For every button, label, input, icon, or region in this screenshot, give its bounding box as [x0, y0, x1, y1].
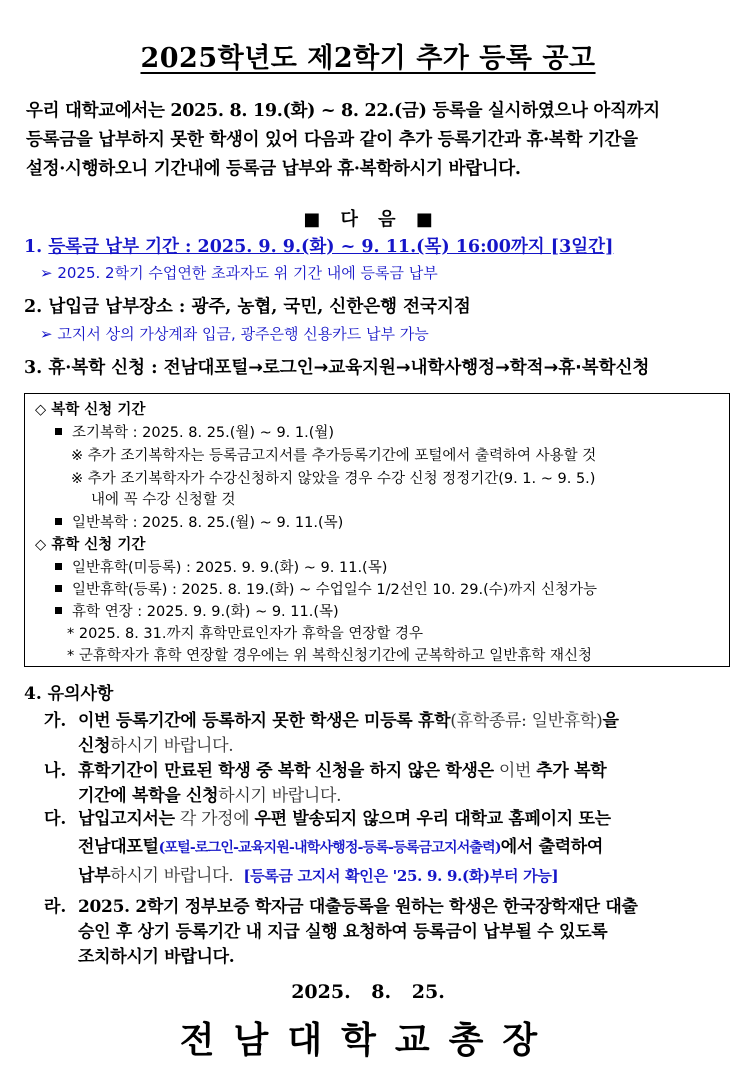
page-title: 2025학년도 제2학기 추가 등록 공고: [140, 43, 596, 74]
leave-registered: 일반휴학(등록) : 2025. 8. 19.(화) ~ 수업일수 1/2선인 10. 29.(수)까지 신청가능: [55, 578, 597, 599]
item-ga-cont: 신청하시기 바랍니다.: [78, 736, 234, 756]
reinstate-period-header: ◇ 복학 신청 기간: [35, 402, 146, 418]
reinstate-note-2-cont: 내에 꼭 수강 신청할 것: [91, 492, 236, 508]
reinstate-early: 조기복학 : 2025. 8. 25.(월) ~ 9. 1.(월): [55, 421, 334, 442]
president-signature: 전남대학교총장: [179, 1019, 557, 1061]
section-4-title: 4. 유의사항: [24, 684, 114, 704]
item-ra: 라. 2025. 2학기 정부보증 학자금 대출등록을 원하는 학생은 한국장학재단 대출: [44, 897, 638, 917]
bullet-square-icon: [55, 563, 62, 570]
item-da-cont: 전남대포털(포털-로그인-교육지원-내학사행정-등록-등록금고지서출력)에서 출력하여: [78, 837, 604, 857]
item-ga: 가. 이번 등록기간에 등록하지 못한 학생은 미등록 휴학(휴학종류: 일반휴학)을: [44, 711, 619, 731]
leave-period-header: ◇ 휴학 신청 기간: [35, 537, 146, 553]
announcement-date: 2025. 8. 25.: [291, 981, 445, 1003]
leave-note-1: * 2025. 8. 31.까지 휴학만료인자가 휴학을 연장할 경우: [67, 626, 424, 642]
section-heading: ■ 다 음 ■: [303, 209, 433, 230]
reinstate-note-1: ※ 추가 조기복학자는 등록금고지서를 추가등록기간에 포털에서 출력하여 사용할 것: [71, 448, 597, 464]
bullet-square-icon: [55, 585, 62, 592]
bullet-square-icon: [55, 518, 62, 525]
item-na: 나. 휴학기간이 만료된 학생 중 복학 신청을 하지 않은 학생은 이번 추가 복학: [44, 761, 607, 781]
section-1-label: 등록금 납부 기간 : 2025. 9. 9.(화) ~ 9. 11.(목) 16:00까지 [3일간]: [48, 237, 614, 257]
bullet-square-icon: [55, 428, 62, 435]
reinstate-normal: 일반복학 : 2025. 8. 25.(월) ~ 9. 11.(목): [55, 511, 343, 532]
leave-return-info-box: [24, 393, 730, 667]
section-2-note: ➢ 고지서 상의 가상계좌 입금, 광주은행 신용카드 납부 가능: [40, 325, 429, 343]
bullet-square-icon: [55, 607, 62, 614]
section-2: [24, 293, 471, 318]
section-1-note: ➢ 2025. 2학기 수업연한 초과자도 위 기간 내에 등록금 납부: [40, 264, 438, 282]
item-da-cont-2: 납부하시기 바랍니다. [등록금 고지서 확인은 '25. 9. 9.(화)부터 가능]: [78, 866, 559, 886]
section-1-number: 1.: [24, 237, 43, 257]
item-da: 다. 납입고지서는 각 가정에 우편 발송되지 않으며 우리 대학교 홈페이지 또는: [44, 809, 611, 829]
section-1: [24, 233, 613, 258]
leave-unregistered: 일반휴학(미등록) : 2025. 9. 9.(화) ~ 9. 11.(목): [55, 556, 387, 577]
section-3-path: 전남대포털→로그인→교육지원→내학사행정→학적→휴·복학신청: [163, 358, 650, 378]
section-3-label: 3. 휴·복학 신청 :: [24, 358, 158, 378]
section-2-number: 2.: [24, 297, 43, 317]
reinstate-note-2: ※ 추가 조기복학자가 수강신청하지 않았을 경우 수강 신청 정정기간(9. 1. ~ 9. 5.): [71, 471, 596, 487]
leave-extension: 휴학 연장 : 2025. 9. 9.(화) ~ 9. 11.(목): [55, 600, 339, 621]
item-ra-cont: 승인 후 상기 등록기간 내 지급 실행 요청하여 등록금이 납부될 수 있도록: [78, 922, 608, 942]
leave-note-2: * 군휴학자가 휴학 연장할 경우에는 위 복학신청기간에 군복학하고 일반휴학 재신청: [67, 648, 592, 664]
intro-line-1: 우리 대학교에서는 2025. 8. 19.(화) ~ 8. 22.(금) 등록을 실시하였으나 아직까지: [26, 101, 660, 121]
item-ra-cont-2: 조치하시기 바랍니다.: [78, 947, 235, 967]
section-2-label: 납입금 납부장소 : 광주, 농협, 국민, 신한은행 전국지점: [48, 297, 471, 317]
intro-line-2: 등록금을 납부하지 못한 학생이 있어 다음과 같이 추가 등록기간과 휴·복학 기간을: [26, 130, 638, 150]
intro-line-3: 설정·시행하오니 기간내에 등록금 납부와 휴·복학하시기 바랍니다.: [26, 159, 521, 179]
section-3: [24, 354, 649, 379]
item-na-cont: 기간에 복학을 신청하시기 바랍니다.: [78, 786, 342, 806]
